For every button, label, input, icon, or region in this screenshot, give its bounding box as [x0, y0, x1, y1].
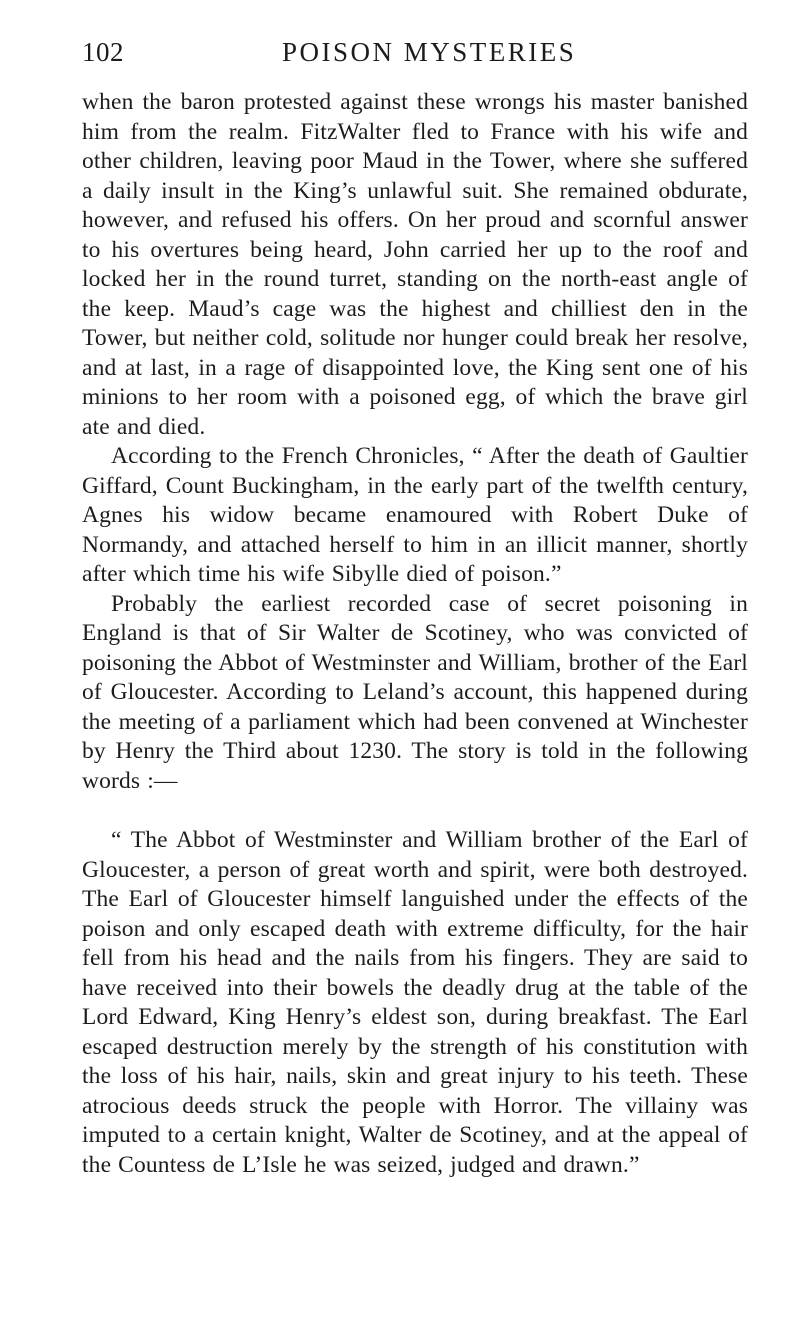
paragraph-earliest-case: Probably the earliest recorded case of secret poisoning in England is that of Sir Walter de Scotiney, who was convicted of poisoning the Abbot of Westminster and William, brother of the Earl of Gloucester. According to Leland’s account, this happened during the meeting of a parliament which had been convened at Winchester by Henry the Third about 1230. The story is told in the following words :— — [82, 590, 748, 794]
page-header — [82, 32, 748, 72]
body-text — [82, 88, 748, 1180]
page-number: 102 — [82, 37, 124, 67]
paragraph-french-chronicles: According to the French Chronicles, “ After the death of Gaultier Giffard, Count Buckingham, in the early part of the twelfth century, Agnes his widow became enamoured with Robert Duke of Normandy, and attached herself to him in an illicit manner, shortly after which time his wife Sibylle died of poison.” — [82, 443, 748, 587]
paragraph-continued: when the baron protested against these wrongs his master banished him from the realm. FitzWalter fled to France with his wife and other children, leaving poor Maud in the Tower, where she suffered a daily insult in the King’s unlawful suit. She remained obdurate, however, and refused his offers. On her proud and scornful answer to his overtures being heard, John carried her up to the roof and locked her in the round turret, standing on the north-east angle of the keep. Maud’s cage was the highest and chilliest den in the Tower, but neither cold, solitude nor hunger could break her resolve, and at last, in a rage of disappointed love, the King sent one of his minions to her room with a poisoned egg, of which the brave girl ate and died. — [82, 89, 748, 440]
paragraph-quotation: “ The Abbot of Westminster and William brother of the Earl of Gloucester, a person of great worth and spirit, were both destroyed. The Earl of Gloucester himself languished under the effects of the poison and only escaped death with extreme difficulty, for the hair fell from his head and the nails from his fingers. They are said to have received into their bowels the deadly drug at the table of the Lord Edward, King Henry’s eldest son, during breakfast. The Earl escaped destruction merely by the strength of his constitution with the loss of his hair, nails, skin and great injury to his teeth. These atrocious deeds struck the people with Horror. The villainy was imputed to a certain knight, Walter de Scotiney, and at the appeal of the Countess de L’Isle he was seized, judged and drawn.” — [82, 827, 748, 1178]
running-head: POISON MYSTERIES — [282, 37, 577, 67]
